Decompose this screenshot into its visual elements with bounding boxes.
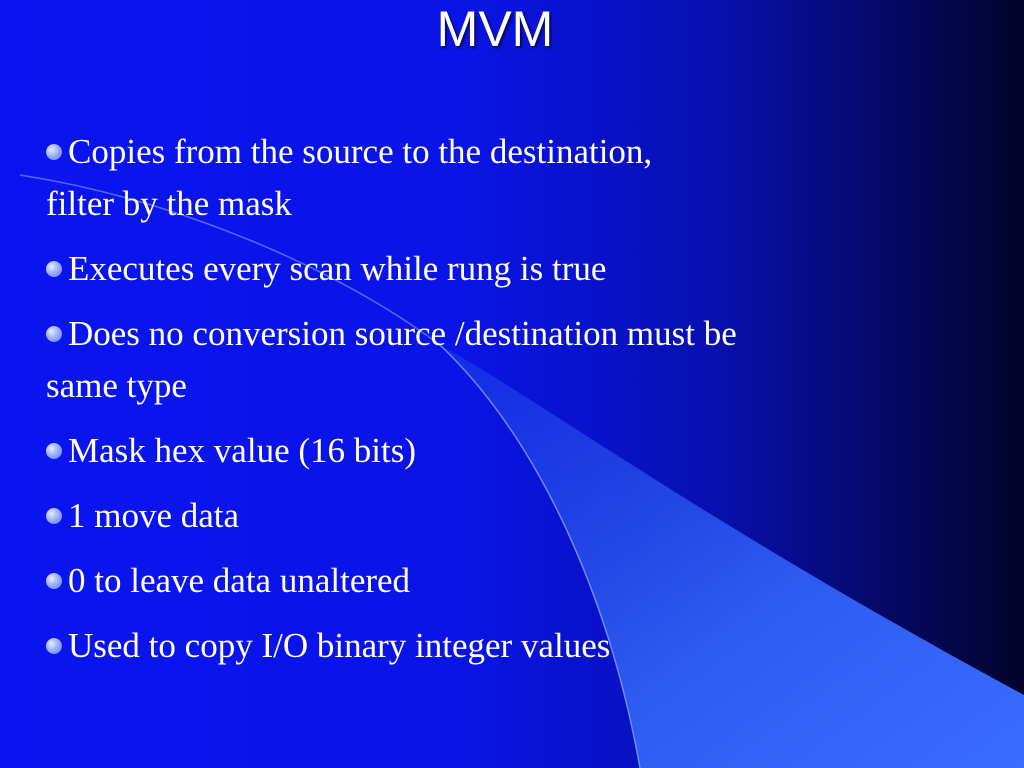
bullet-dot-icon	[46, 144, 62, 160]
bullet-text: Mask hex value (16 bits)	[68, 431, 416, 470]
bullet-item	[46, 555, 966, 607]
bullet-dot-icon	[46, 573, 62, 589]
bullet-item	[46, 243, 966, 295]
bullet-item	[46, 308, 966, 412]
bullet-text: 0 to leave data unaltered	[68, 561, 411, 600]
bullet-text: Used to copy I/O binary integer values	[68, 626, 611, 665]
bullet-text: 1 move data	[68, 496, 240, 535]
bullet-dot-icon	[46, 443, 62, 459]
bullet-item	[46, 620, 966, 672]
bullet-item	[46, 425, 966, 477]
bullet-text: Executes every scan while rung is true	[68, 249, 607, 288]
bullet-item	[46, 490, 966, 542]
bullet-text: Does no conversion source /destination must be same type	[46, 314, 737, 405]
bullet-list	[46, 126, 966, 685]
bullet-item	[46, 126, 966, 230]
slide-title: MVM	[436, 1, 554, 57]
bullet-dot-icon	[46, 326, 62, 342]
bullet-dot-icon	[46, 261, 62, 277]
bullet-dot-icon	[46, 638, 62, 654]
bullet-text: Copies from the source to the destination, filter by the mask	[46, 132, 653, 223]
bullet-dot-icon	[46, 508, 62, 524]
